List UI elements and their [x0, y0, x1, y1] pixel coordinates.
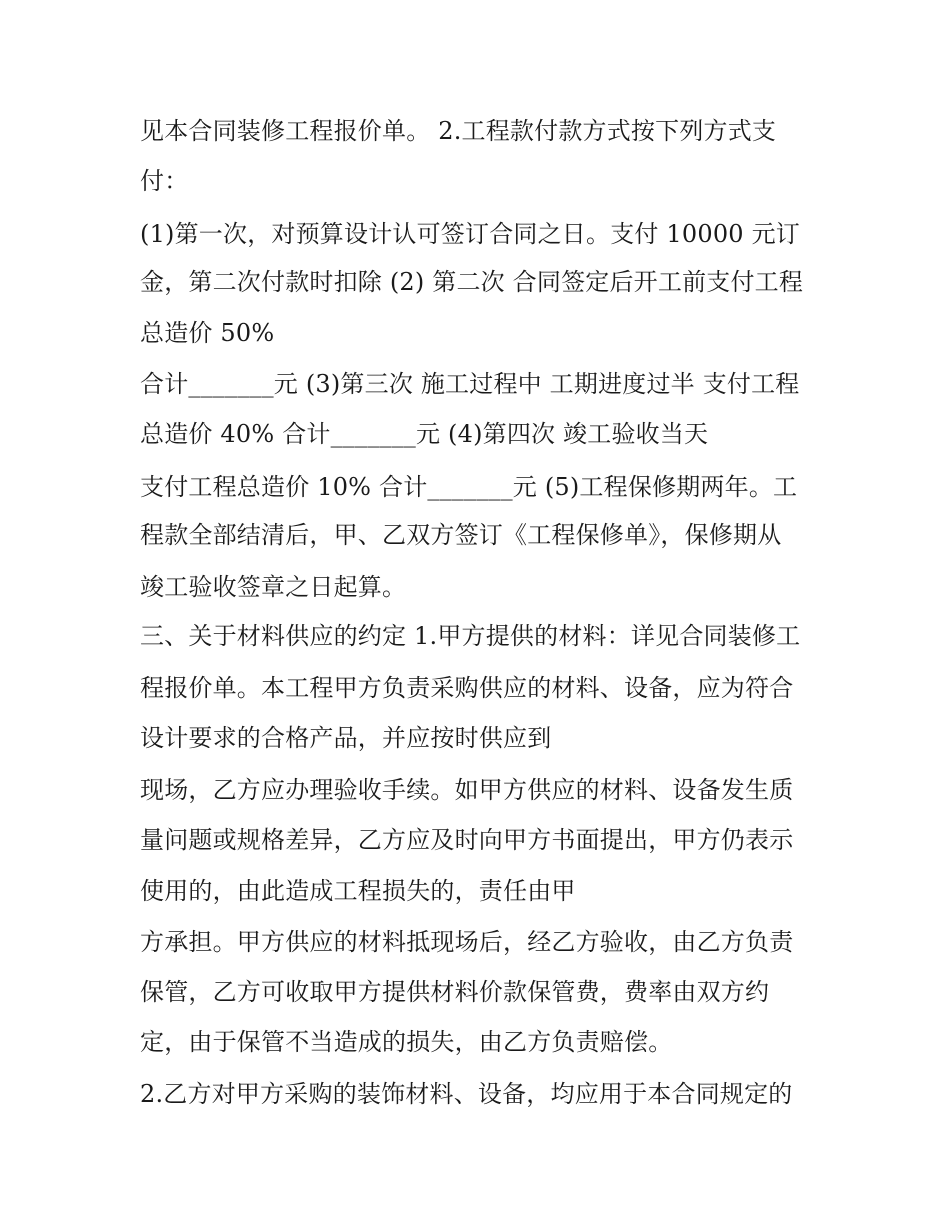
- document-line: 定，由于保管不当造成的损失，由乙方负责赔偿。: [140, 1028, 673, 1056]
- document-line: 保管，乙方可收取甲方提供材料价款保管费，费率由双方约: [140, 978, 770, 1006]
- document-line: 付：: [140, 167, 189, 195]
- document-line: 方承担。甲方供应的材料抵现场后，经乙方验收，由乙方负责: [140, 928, 794, 956]
- document-line: 见本合同装修工程报价单。 2.工程款付款方式按下列方式支: [140, 117, 777, 145]
- document-line: 现场，乙方应办理验收手续。如甲方供应的材料、设备发生质: [140, 776, 794, 804]
- document-line: 支付工程总造价 10% 合计_______元 (5)工程保修期两年。工: [140, 473, 798, 501]
- document-line: 量问题或规格差异，乙方应及时向甲方书面提出，甲方仍表示: [140, 826, 794, 854]
- document-line: (1)第一次，对预算设计认可签订合同之日。支付 10000 元订: [140, 220, 800, 248]
- document-line: 竣工验收签章之日起算。: [140, 573, 407, 601]
- document-line: 程款全部结清后，甲、乙双方签订《工程保修单》，保修期从: [140, 521, 782, 549]
- document-line: 总造价 50%: [140, 319, 275, 347]
- document-line: 三、关于材料供应的约定 1.甲方提供的材料：详见合同装修工: [140, 622, 801, 650]
- document-line: 设计要求的合格产品，并应按时供应到: [140, 724, 552, 752]
- document-line: 合计_______元 (3)第三次 施工过程中 工期进度过半 支付工程: [140, 370, 800, 398]
- document-line: 总造价 40% 合计_______元 (4)第四次 竣工验收当天: [140, 420, 709, 448]
- document-line: 使用的，由此造成工程损失的，责任由甲: [140, 877, 576, 905]
- document-line: 金，第二次付款时扣除 (2) 第二次 合同签定后开工前支付工程: [140, 268, 804, 296]
- document-line: 2.乙方对甲方采购的装饰材料、设备，均应用于本合同规定的: [140, 1080, 793, 1108]
- document-line: 程报价单。本工程甲方负责采购供应的材料、设备，应为符合: [140, 674, 794, 702]
